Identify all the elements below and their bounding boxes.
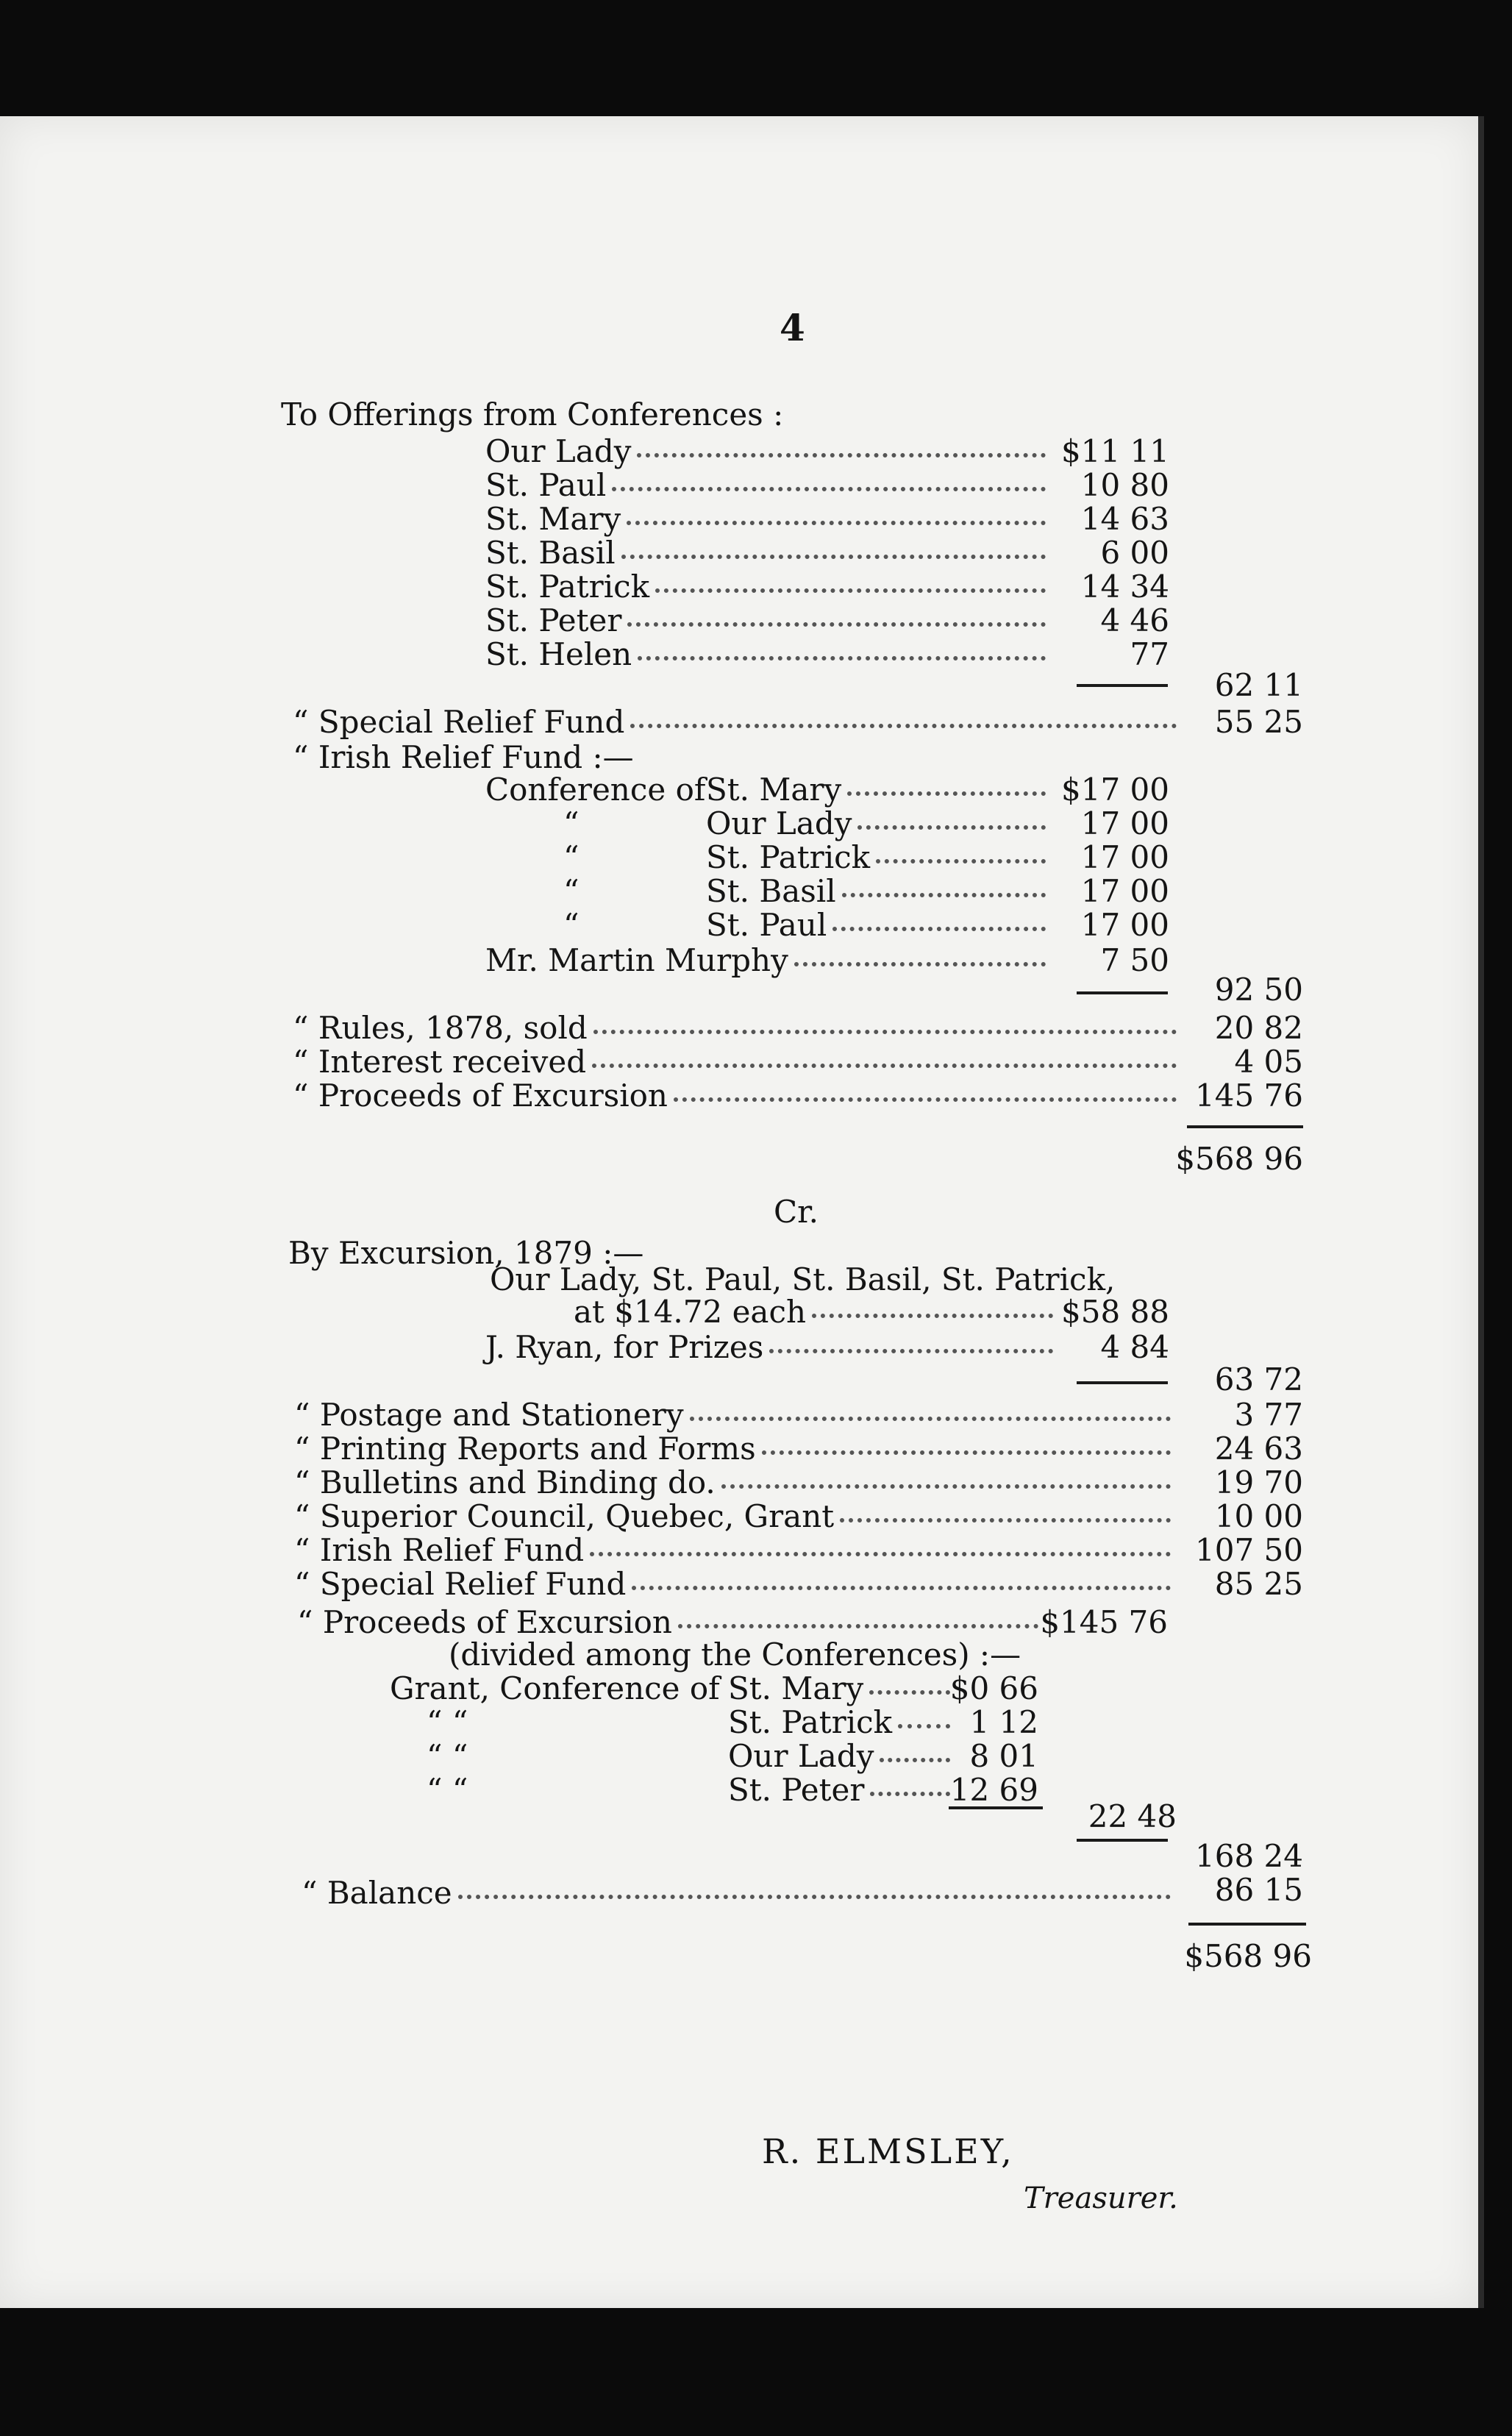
grant-row-amount: 8 01 [969, 1738, 1038, 1774]
irish-row [706, 772, 1052, 808]
dot-leader [621, 555, 1046, 559]
dot-leader [876, 859, 1046, 863]
excursion-rule [1077, 1381, 1168, 1384]
offering-row-label: St. Helen [485, 636, 632, 672]
dot-leader [638, 656, 1046, 660]
proceeds-row-amount: $145 76 [1040, 1604, 1168, 1640]
ryan-row [485, 1330, 1059, 1365]
dot-leader [592, 1064, 1177, 1068]
irish-heading: “ Irish Relief Fund :— [293, 739, 634, 775]
credit-item-row [294, 1567, 1177, 1602]
offering-row-amount: 77 [1130, 636, 1169, 672]
offering-row-amount: 10 80 [1080, 467, 1169, 503]
excursion-each-row [574, 1294, 1059, 1330]
dot-leader [678, 1624, 1038, 1628]
credit-grand-rule [1188, 1923, 1306, 1926]
irish-row [706, 874, 1052, 909]
offering-row-amount: 14 63 [1080, 501, 1169, 537]
credit-subtotal: 168 24 [1195, 1838, 1303, 1874]
dot-leader [857, 825, 1046, 830]
balance-row-label: “ Balance [302, 1875, 452, 1911]
irish-row-label: St. Basil [706, 873, 836, 909]
conference-prefix: Conference of [485, 772, 706, 808]
grant-row [728, 1671, 956, 1706]
dot-leader [593, 1030, 1177, 1034]
grant-row-label: St. Peter [728, 1772, 865, 1808]
credit-heading: Cr. [774, 1194, 819, 1230]
dot-leader [769, 1349, 1053, 1353]
offering-row-amount: 14 34 [1080, 569, 1169, 605]
dot-leader [458, 1895, 1171, 1899]
dot-leader [847, 791, 1046, 796]
credit-item-amount: 19 70 [1214, 1464, 1303, 1500]
offering-row-label: St. Basil [485, 535, 616, 571]
debit-grand-total: $568 96 [1175, 1141, 1303, 1177]
offering-row-label: St. Paul [485, 467, 607, 503]
dot-leader [655, 588, 1046, 593]
credit-item-amount: 3 77 [1234, 1397, 1303, 1433]
conference-prefix: “ [563, 907, 580, 943]
irish-row-label: Our Lady [706, 805, 852, 841]
irish-row-label: St. Patrick [706, 839, 871, 875]
grant-row-label: St. Mary [728, 1670, 864, 1706]
dot-leader [880, 1758, 950, 1762]
grant-prefix: “ “ [427, 1704, 468, 1740]
treasurer-title: Treasurer. [1024, 2182, 1178, 2215]
dot-leader [590, 1552, 1171, 1556]
irish-total: 92 50 [1214, 972, 1303, 1008]
credit-item-row-label: “ Bulletins and Binding do. [294, 1464, 716, 1500]
ryan-row-amount: 4 84 [1100, 1329, 1169, 1365]
credit-item-row [294, 1499, 1177, 1534]
debit-other-row [293, 1044, 1183, 1080]
dot-leader [840, 1518, 1171, 1522]
proceeds-row [297, 1605, 1044, 1640]
irish-row-amount: $17 00 [1061, 772, 1169, 808]
dot-leader [637, 453, 1046, 457]
dot-leader [632, 1586, 1171, 1590]
offering-row [485, 569, 1052, 605]
dot-leader [690, 1417, 1171, 1421]
credit-item-row [294, 1533, 1177, 1568]
dot-leader [898, 1724, 950, 1728]
dot-leader [630, 724, 1177, 728]
offering-row-amount: $11 11 [1061, 433, 1169, 469]
credit-item-amount: 10 00 [1214, 1498, 1303, 1534]
offerings-heading: To Offerings from Conferences : [281, 396, 784, 432]
grants-total: 22 48 [1088, 1798, 1177, 1834]
offerings-rule [1077, 684, 1168, 687]
credit-item-amount: 85 25 [1214, 1566, 1303, 1602]
special-relief-row-label: “ Special Relief Fund [293, 704, 625, 740]
offering-row [485, 637, 1052, 672]
debit-other-row-label: “ Rules, 1878, sold [293, 1010, 588, 1046]
irish-row-amount: 17 00 [1080, 839, 1169, 875]
debit-other-row [293, 1078, 1183, 1114]
conference-prefix: “ [563, 873, 580, 909]
murphy-row-amount: 7 50 [1100, 942, 1169, 978]
irish-row [706, 840, 1052, 875]
grant-row [728, 1705, 956, 1740]
grant-row [728, 1739, 956, 1774]
account-statement [0, 116, 1478, 2308]
credit-item-row [294, 1397, 1177, 1433]
dot-leader [627, 622, 1046, 627]
offering-row-label: St. Patrick [485, 569, 650, 605]
credit-item-amount: 24 63 [1214, 1431, 1303, 1467]
offering-row [485, 468, 1052, 503]
irish-row-label: St. Paul [706, 907, 827, 943]
grant-row-amount: 12 69 [949, 1772, 1038, 1808]
grant-row-label: Our Lady [728, 1738, 874, 1774]
grants-rule [949, 1806, 1043, 1809]
credit-item-row-label: “ Superior Council, Quebec, Grant [294, 1498, 835, 1534]
dot-leader [812, 1314, 1053, 1318]
credit-grand-total: $568 96 [1184, 1938, 1312, 1974]
treasurer-name: R. ELMSLEY, [762, 2132, 1014, 2171]
offering-row-amount: 4 46 [1100, 602, 1169, 638]
debit-other-amount: 145 76 [1195, 1078, 1303, 1114]
offerings-total: 62 11 [1214, 667, 1303, 703]
debit-other-amount: 20 82 [1214, 1010, 1303, 1046]
offering-row [485, 535, 1052, 571]
murphy-row [485, 943, 1052, 978]
conference-prefix: “ [563, 805, 580, 841]
credit-sub-rule [1077, 1839, 1168, 1842]
grant-row-amount: 1 12 [969, 1704, 1038, 1740]
offering-row [485, 434, 1052, 469]
debit-other-row [293, 1011, 1183, 1046]
ryan-row-label: J. Ryan, for Prizes [485, 1329, 764, 1365]
credit-item-row-label: “ Special Relief Fund [294, 1566, 627, 1602]
page-number: 4 [780, 306, 805, 349]
credit-item-amount: 107 50 [1195, 1532, 1303, 1568]
dot-leader [721, 1484, 1171, 1489]
offering-row-amount: 6 00 [1100, 535, 1169, 571]
debit-other-amount: 4 05 [1234, 1044, 1303, 1080]
credit-item-row-label: “ Irish Relief Fund [294, 1532, 585, 1568]
document-page [0, 116, 1484, 2308]
offering-row-label: St. Mary [485, 501, 621, 537]
dot-leader [842, 893, 1046, 897]
murphy-row-label: Mr. Martin Murphy [485, 942, 788, 978]
dot-leader [869, 1690, 950, 1695]
irish-row-amount: 17 00 [1080, 907, 1169, 943]
dot-leader [762, 1450, 1171, 1455]
grant-row [728, 1773, 956, 1808]
balance-amount: 86 15 [1214, 1872, 1303, 1908]
divided-note: (divided among the Conferences) :— [449, 1637, 1021, 1673]
offering-row-label: Our Lady [485, 433, 632, 469]
offering-row [485, 502, 1052, 537]
credit-item-row [294, 1465, 1177, 1500]
special-relief-amount: 55 25 [1214, 704, 1303, 740]
grant-prefix: “ “ [427, 1738, 468, 1774]
grant-row-label: St. Patrick [728, 1704, 893, 1740]
credit-item-row-label: “ Postage and Stationery [294, 1397, 684, 1433]
credit-item-row [294, 1431, 1177, 1467]
proceeds-row-label: “ Proceeds of Excursion [297, 1604, 672, 1640]
excursion-total: 63 72 [1214, 1361, 1303, 1397]
offering-row [485, 603, 1052, 638]
debit-other-row-label: “ Proceeds of Excursion [293, 1078, 668, 1114]
irish-row [706, 908, 1052, 943]
dot-leader [627, 521, 1046, 525]
grant-row-amount: $0 66 [949, 1670, 1038, 1706]
irish-rule [1077, 991, 1168, 994]
excursion-heading: By Excursion, 1879 :— [288, 1235, 644, 1271]
debit-other-row-label: “ Interest received [293, 1044, 587, 1080]
special-relief-row [293, 705, 1183, 740]
irish-row-amount: 17 00 [1080, 873, 1169, 909]
debit-grand-rule [1187, 1125, 1303, 1128]
conference-prefix: “ [563, 839, 580, 875]
excursion-conferences: Our Lady, St. Paul, St. Basil, St. Patrick, [490, 1261, 1116, 1297]
irish-row-label: St. Mary [706, 772, 842, 808]
balance-row [302, 1876, 1177, 1911]
dot-leader [870, 1792, 950, 1796]
dot-leader [674, 1097, 1177, 1102]
irish-row [706, 806, 1052, 841]
dot-leader [612, 487, 1046, 491]
dot-leader [794, 962, 1046, 966]
irish-row-amount: 17 00 [1080, 805, 1169, 841]
offering-row-label: St. Peter [485, 602, 622, 638]
dot-leader [832, 927, 1046, 931]
credit-item-row-label: “ Printing Reports and Forms [294, 1431, 756, 1467]
excursion-each-row-amount: $58 88 [1061, 1294, 1169, 1330]
grant-prefix: Grant, Conference of [390, 1670, 720, 1706]
excursion-each-row-label: at $14.72 each [574, 1294, 807, 1330]
grant-prefix: “ “ [427, 1772, 468, 1808]
